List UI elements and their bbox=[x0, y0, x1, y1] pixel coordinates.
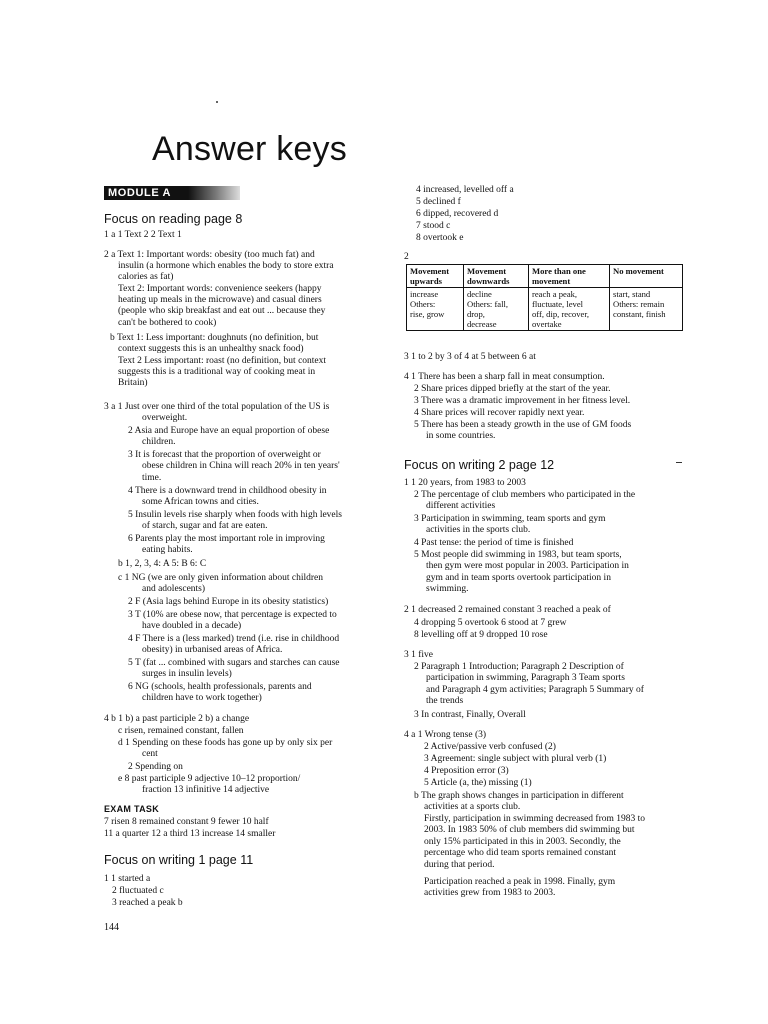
answer-line: 4 dropping 5 overtook 6 stood at 7 grew bbox=[414, 618, 567, 628]
answer-line: 2 Active/passive verb confused (2) bbox=[424, 742, 556, 752]
answer-line: 6 NG (schools, health professionals, parents and bbox=[128, 682, 312, 692]
answer-line: 2 bbox=[404, 252, 409, 262]
answer-line: obese children in China will reach 20% in ten years' bbox=[142, 461, 340, 471]
table-header-more-than-one: More than one movement bbox=[529, 265, 610, 288]
answer-line: gym and in team sports overtook participation in bbox=[426, 573, 611, 583]
answer-line: then gym were most popular in 2003. Participation in bbox=[426, 561, 629, 571]
table-cell-upwards: increase Others: rise, grow bbox=[407, 288, 464, 331]
answer-line: 2 Asia and Europe have an equal proportion of obese bbox=[128, 426, 330, 436]
answer-line: surges in insulin levels) bbox=[142, 669, 232, 679]
answer-line: 7 stood c bbox=[416, 221, 451, 231]
answer-line: 5 Insulin levels rise sharply when foods with high levels bbox=[128, 510, 342, 520]
answer-line: 3 It is forecast that the proportion of overweight or bbox=[128, 450, 321, 460]
answer-line: suggests this is a traditional way of cooking meat in bbox=[118, 367, 316, 377]
answer-line: percentage who did team sports remained constant bbox=[424, 848, 617, 858]
answer-line: 3 T (10% are obese now, that percentage is expected to bbox=[128, 610, 337, 620]
answer-line: activities at a sports club. bbox=[424, 802, 521, 812]
answer-line: 5 declined f bbox=[416, 197, 461, 207]
module-banner bbox=[104, 186, 240, 200]
table-cell-no-movement: start, stand Others: remain constant, finish bbox=[610, 288, 683, 331]
answer-line: the trends bbox=[426, 696, 464, 706]
answer-line: 1 a 1 Text 2 2 Text 1 bbox=[104, 230, 182, 240]
answer-line: 4 increased, levelled off a bbox=[416, 185, 514, 195]
section-heading: Focus on writing 2 page 12 bbox=[404, 458, 555, 472]
answer-line: overweight. bbox=[142, 413, 188, 423]
answer-line: c risen, remained constant, fallen bbox=[118, 726, 244, 736]
table-cell-more-than-one: reach a peak, fluctuate, level off, dip, recover, overtake bbox=[529, 288, 610, 331]
answer-line: Participation reached a peak in 1998. Finally, gym bbox=[424, 877, 616, 887]
answer-line: 6 Parents play the most important role in improving bbox=[128, 534, 325, 544]
answer-line: 2 Paragraph 1 Introduction; Paragraph 2 Description of bbox=[414, 662, 624, 672]
answer-line: obesity) in urbanised areas of Africa. bbox=[142, 645, 283, 655]
answer-line: 3 Agreement: single subject with plural verb (1) bbox=[424, 754, 607, 764]
answer-line: 8 levelling off at 9 dropped 10 rose bbox=[414, 630, 548, 640]
answer-line: swimming. bbox=[426, 584, 469, 594]
answer-line: fraction 13 infinitive 14 adjective bbox=[142, 785, 270, 795]
answer-line: (people who skip breakfast and eat out ... because they bbox=[118, 306, 326, 316]
answer-line: 3 Participation in swimming, team sports and gym bbox=[414, 514, 606, 524]
answer-line: and Paragraph 4 gym activities; Paragraph 5 Summary of bbox=[426, 685, 644, 695]
answer-line: d 1 Spending on these foods has gone up by only six per bbox=[118, 738, 333, 748]
answer-line: 4 1 There has been a sharp fall in meat consumption. bbox=[404, 372, 605, 382]
answer-line: only 15% participated in this in 2003. Secondly, the bbox=[424, 837, 621, 847]
answer-line: 3 a 1 Just over one third of the total population of the US is bbox=[104, 402, 330, 412]
table-header-no-movement: No movement bbox=[610, 265, 683, 288]
answer-line: can't be bothered to cook) bbox=[118, 318, 217, 328]
answer-line: time. bbox=[142, 473, 162, 483]
movement-table bbox=[406, 264, 683, 331]
exam-task-heading: EXAM TASK bbox=[104, 804, 160, 814]
answer-line: 4 b 1 b) a past participle 2 b) a change bbox=[104, 714, 250, 724]
answer-line: 7 risen 8 remained constant 9 fewer 10 half bbox=[104, 817, 269, 827]
answer-line: in some countries. bbox=[426, 431, 496, 441]
answer-line: 11 a quarter 12 a third 13 increase 14 smaller bbox=[104, 829, 276, 839]
answer-line: 5 Most people did swimming in 1983, but team sports, bbox=[414, 550, 622, 560]
answer-line: activities in the sports club. bbox=[426, 525, 531, 535]
scan-speck bbox=[216, 101, 218, 103]
answer-line: 5 T (fat ... combined with sugars and starches can cause bbox=[128, 658, 340, 668]
answer-line: activities grew from 1983 to 2003. bbox=[424, 888, 556, 898]
answer-line: 2 fluctuated c bbox=[112, 886, 164, 896]
answer-line: Firstly, participation in swimming decreased from 1983 to bbox=[424, 814, 646, 824]
answer-line: 2003. In 1983 50% of club members did swimming but bbox=[424, 825, 635, 835]
answer-line: 2 F (Asia lags behind Europe in its obesity statistics) bbox=[128, 597, 329, 607]
answer-line: 6 dipped, recovered d bbox=[416, 209, 499, 219]
answer-line: different activities bbox=[426, 501, 496, 511]
answer-line: b The graph shows changes in participation in different bbox=[414, 791, 624, 801]
answer-line: 3 In contrast, Finally, Overall bbox=[414, 710, 526, 720]
answer-line: Britain) bbox=[118, 378, 148, 388]
answer-line: 3 There was a dramatic improvement in her fitness level. bbox=[414, 396, 631, 406]
answer-line: children. bbox=[142, 437, 176, 447]
table-cell-downwards: decline Others: fall, drop, decrease bbox=[464, 288, 529, 331]
answer-line: have doubled in a decade) bbox=[142, 621, 242, 631]
scan-mark bbox=[676, 462, 682, 463]
answer-line: 5 There has been a steady growth in the use of GM foods bbox=[414, 420, 632, 430]
answer-line: c 1 NG (we are only given information about children bbox=[118, 573, 323, 583]
answer-line: 4 Share prices will recover rapidly next year. bbox=[414, 408, 585, 418]
table-header-downwards: Movement downwards bbox=[464, 265, 529, 288]
answer-line: 2 Spending on bbox=[128, 762, 183, 772]
answer-line: 2 1 decreased 2 remained constant 3 reached a peak of bbox=[404, 605, 611, 615]
answer-line: children have to work together) bbox=[142, 693, 262, 703]
answer-line: Text 2 Less important: roast (no definition, but context bbox=[118, 356, 327, 366]
answer-line: 5 Article (a, the) missing (1) bbox=[424, 778, 532, 788]
answer-line: of starch, sugar and fat are eaten. bbox=[142, 521, 268, 531]
answer-line: heating up meals in the microwave) and casual diners bbox=[118, 295, 322, 305]
answer-line: cent bbox=[142, 749, 158, 759]
answer-line: eating habits. bbox=[142, 545, 193, 555]
module-label: MODULE A bbox=[108, 187, 172, 199]
answer-line: 4 Past tense: the period of time is finished bbox=[414, 538, 574, 548]
answer-line: b 1, 2, 3, 4: A 5: B 6: C bbox=[118, 559, 207, 569]
answer-line: Text 2: Important words: convenience seekers (happy bbox=[118, 284, 322, 294]
answer-line: 4 There is a downward trend in childhood obesity in bbox=[128, 486, 327, 496]
page-number: 144 bbox=[104, 922, 119, 933]
answer-line: participation in swimming, Paragraph 3 Team sports bbox=[426, 673, 625, 683]
answer-line: calories as fat) bbox=[118, 272, 174, 282]
section-heading: Focus on writing 1 page 11 bbox=[104, 853, 254, 867]
answer-line: some African towns and cities. bbox=[142, 497, 259, 507]
answer-line: 3 reached a peak b bbox=[112, 898, 183, 908]
answer-line: 3 1 five bbox=[404, 650, 434, 660]
answer-line: 3 1 to 2 by 3 of 4 at 5 between 6 at bbox=[404, 352, 536, 362]
answer-line: context suggests this is an unhealthy snack food) bbox=[118, 344, 304, 354]
answer-line: and adolescents) bbox=[142, 584, 206, 594]
answer-line: 4 a 1 Wrong tense (3) bbox=[404, 730, 487, 740]
table-header-upwards: Movement upwards bbox=[407, 265, 464, 288]
answer-line: 4 F There is a (less marked) trend (i.e. rise in childhood bbox=[128, 634, 340, 644]
answer-line: 2 The percentage of club members who participated in the bbox=[414, 490, 636, 500]
page-title: Answer keys bbox=[152, 130, 347, 168]
answer-line: 4 Preposition error (3) bbox=[424, 766, 509, 776]
answer-line: b Text 1: Less important: doughnuts (no definition, but bbox=[110, 333, 319, 343]
answer-line: 2 a Text 1: Important words: obesity (too much fat) and bbox=[104, 250, 315, 260]
answer-line: 2 Share prices dipped briefly at the start of the year. bbox=[414, 384, 611, 394]
table-row bbox=[407, 288, 683, 331]
answer-line: 8 overtook e bbox=[416, 233, 464, 243]
section-heading: Focus on reading page 8 bbox=[104, 212, 243, 226]
answer-line: e 8 past participle 9 adjective 10–12 proportion/ bbox=[118, 774, 301, 784]
answer-line: 1 1 started a bbox=[104, 874, 151, 884]
answer-line: insulin (a hormone which enables the body to store extra bbox=[118, 261, 334, 271]
answer-line: 1 1 20 years, from 1983 to 2003 bbox=[404, 478, 526, 488]
answer-line: during that period. bbox=[424, 860, 495, 870]
